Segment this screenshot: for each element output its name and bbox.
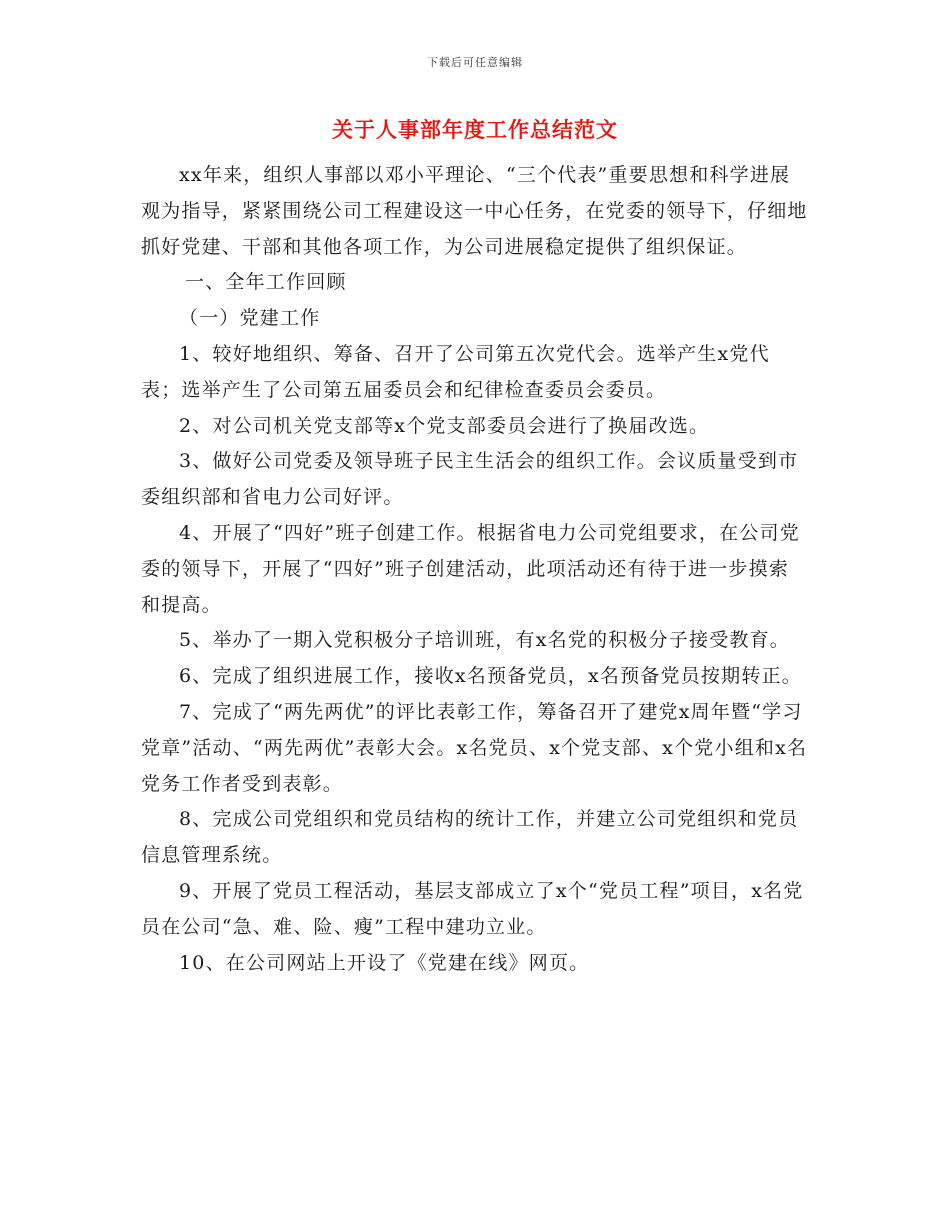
list-item: 7、完成了“两先两优”的评比表彰工作，筹备召开了建党x周年暨“学习党章”活动、“两先两优”表彰大会。x名党员、x个党支部、x个党小组和x名党务工作者受到表彰。: [141, 700, 808, 795]
list-item: 9、开展了党员工程活动，基层支部成立了x个“党员工程”项目，x名党员在公司“急、难、险、瘦”工程中建功立业。: [141, 879, 804, 938]
header-note: 下载后可任意编辑: [427, 56, 523, 69]
list-item: 1、较好地组织、筹备、召开了公司第五次党代会。选举产生x党代表；选举产生了公司第五届委员会和纪律检查委员会委员。: [141, 342, 770, 401]
document-body: [141, 158, 809, 981]
list-item: 5、举办了一期入党积极分子培训班，有x名党的积极分子接受教育。: [179, 629, 791, 652]
list-item: 3、做好公司党委及领导班子民主生活会的组织工作。会议质量受到市委组织部和省电力公司好评。: [141, 450, 799, 509]
list-item: 8、完成公司党组织和党员结构的统计工作，并建立公司党组织和党员信息管理系统。: [141, 808, 799, 867]
subsection-heading: （一）党建工作: [179, 307, 321, 330]
document-title: 关于人事部年度工作总结范文: [332, 117, 618, 142]
list-item: 2、对公司机关党支部等x个党支部委员会进行了换届改选。: [179, 414, 710, 437]
list-item: 6、完成了组织进展工作，接收x名预备党员，x名预备党员按期转正。: [179, 665, 802, 688]
list-item: 10、在公司网站上开设了《党建在线》网页。: [179, 951, 590, 974]
section-heading: 一、全年工作回顾: [185, 271, 347, 294]
intro-paragraph: xx年来，组织人事部以邓小平理论、“三个代表”重要思想和科学进展观为指导，紧紧围绕公司工程建设这一中心任务，在党委的领导下，仔细地抓好党建、干部和其他各项工作，为公司进展稳定提供了组织保证。: [141, 164, 808, 258]
list-item: 4、开展了“四好”班子创建工作。根据省电力公司党组要求，在公司党委的领导下，开展了“四好”班子创建活动，此项活动还有待于进一步摸索和提高。: [141, 521, 800, 616]
